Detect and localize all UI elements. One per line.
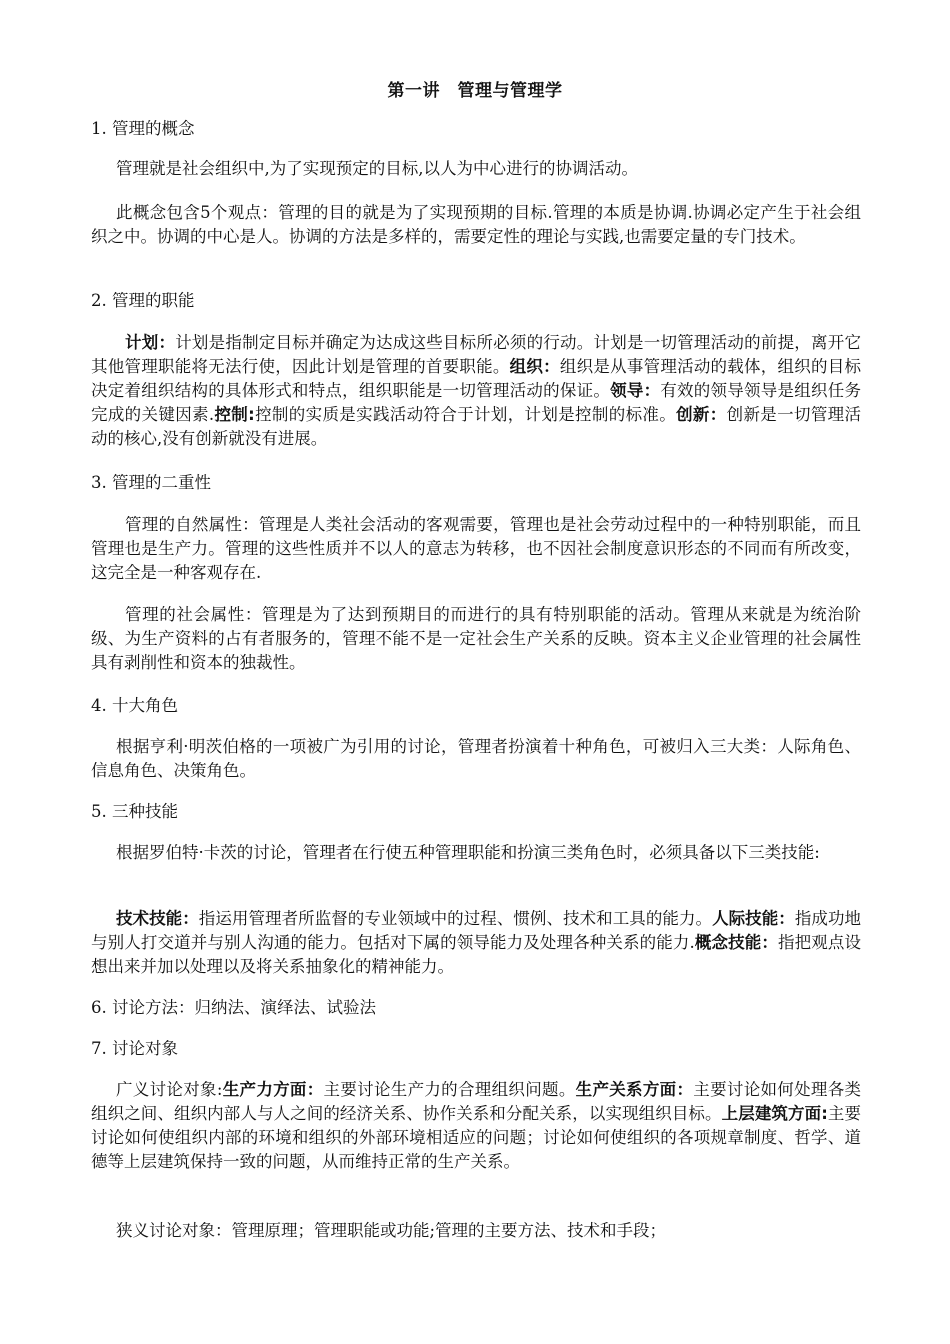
term-controlling: 控制:: [214, 405, 255, 424]
term-production-relations: 生产关系方面：: [575, 1080, 694, 1099]
paragraph-functions: [91, 331, 861, 451]
section-heading-roles: 4. 十大角色: [91, 696, 178, 715]
paragraph-definition: 管理就是社会组织中,为了实现预定的目标,以人为中心进行的协调活动。: [116, 159, 638, 178]
term-superstructure: 上层建筑方面:: [721, 1104, 828, 1123]
section-heading-concept: 1. 管理的概念: [91, 119, 195, 138]
text-conceptual-skills: 指把观点设想出来并加以处理以及将关系抽象化的精神能力。: [91, 933, 861, 976]
text-superstructure: 主要讨论如何使组织内部的环境和组织的外部环境相适应的问题；讨论如何使组织的各项规章制度、哲学、道德等上层建筑保持一致的问题，从而维持正常的生产关系。: [91, 1104, 862, 1171]
text-productivity: 主要讨论生产力的合理组织问题。: [323, 1080, 576, 1099]
text-organizing: 组织是从事管理活动的载体，组织的目标决定着组织结构的具体形式和特点，组织职能是一切管理活动的保证。: [91, 357, 862, 400]
text-production-relations: 主要讨论如何处理各类组织之间、组织内部人与人之间的经济关系、协作关系和分配关系，以实现组织目标。: [91, 1080, 862, 1123]
text-innovation: 创新是一切管理活动的核心,没有创新就没有进展。: [91, 405, 862, 448]
paragraph-skills-intro: 根据罗伯特·卡茨的讨论，管理者在行使五种管理职能和扮演三类角色时，必须具备以下三类技能:: [116, 843, 820, 862]
section-heading-skills: 5. 三种技能: [91, 802, 178, 821]
text-technical-skills: 指运用管理者所监督的专业领域中的过程、惯例、技术和工具的能力。: [198, 909, 713, 928]
term-conceptual-skills: 概念技能：: [694, 933, 778, 952]
term-productivity: 生产力方面：: [222, 1080, 324, 1099]
term-planning: 计划：: [125, 333, 176, 352]
text-planning: 计划是指制定目标并确定为达成这些目标所必须的行动。计划是一切管理活动的前提，离开它其他管理职能将无法行使，因此计划是管理的首要职能。: [91, 333, 862, 376]
text-leading: 有效的领导领导是组织任务完成的关键因素.: [91, 381, 862, 424]
paragraph-social-attribute: 管理的社会属性：管理是为了达到预期目的而进行的具有特别职能的活动。管理从来就是为统治阶级、为生产资料的占有者服务的，管理不能不是一定社会生产关系的反映。资本主义企业管理的社会属性具有剥削性和资本的独裁性。: [91, 605, 861, 672]
paragraph-broad-objects: [91, 1078, 861, 1174]
section-heading-functions: 2. 管理的职能: [91, 291, 195, 310]
section-heading-duality: 3. 管理的二重性: [91, 473, 211, 492]
term-technical-skills: 技术技能：: [116, 909, 199, 928]
term-leading: 领导：: [610, 381, 661, 400]
paragraph-roles: 根据亨利·明茨伯格的一项被广为引用的讨论，管理者扮演着十种角色，可被归入三大类：人际角色、信息角色、决策角色。: [91, 737, 861, 780]
term-interpersonal-skills: 人际技能：: [712, 909, 795, 928]
text-broad-lead: 广义讨论对象:: [116, 1080, 223, 1099]
text-interpersonal-skills: 指成功地与别人打交道并与别人沟通的能力。包括对下属的领导能力及处理各种关系的能力.: [91, 909, 862, 952]
paragraph-narrow-objects: 狭义讨论对象：管理原理；管理职能或功能;管理的主要方法、技术和手段；: [116, 1221, 667, 1240]
section-heading-objects: 7. 讨论对象: [91, 1039, 178, 1058]
text-controlling: 控制的实质是实践活动符合于计划，计划是控制的标准。: [254, 405, 677, 424]
section-heading-methods: 6. 讨论方法：归纳法、演绎法、试验法: [91, 998, 376, 1017]
paragraph-skills: [91, 907, 861, 979]
term-innovation: 创新：: [676, 405, 727, 424]
term-organizing: 组织：: [509, 357, 560, 376]
paragraph-natural-attribute: 管理的自然属性：管理是人类社会活动的客观需要，管理也是社会劳动过程中的一种特别职能，而且管理也是生产力。管理的这些性质并不以人的意志为转移，也不因社会制度意识形态的不同而有所改变，这完全是一种客观存在.: [91, 515, 861, 582]
paragraph-viewpoints: 此概念包含5个观点：管理的目的就是为了实现预期的目标.管理的本质是协调.协调必定产生于社会组织之中。协调的中心是人。协调的方法是多样的，需要定性的理论与实践,也需要定量的专门技术。: [91, 203, 861, 246]
page-title: 第一讲 管理与管理学: [387, 81, 563, 101]
